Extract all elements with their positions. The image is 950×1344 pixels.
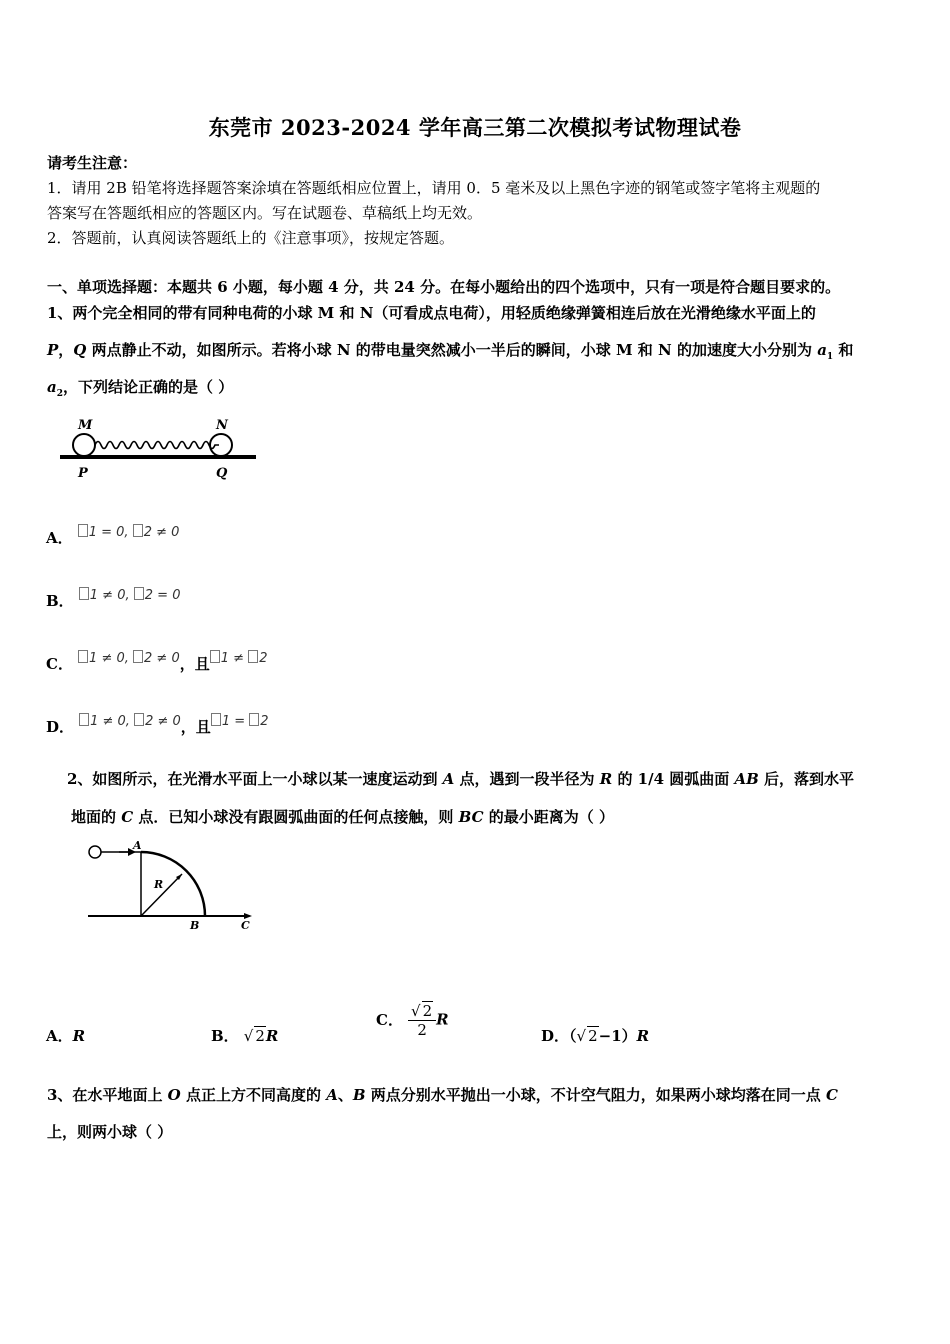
- q1-line-3-rest: ，下列结论正确的是（ ）: [63, 378, 234, 396]
- symbol-placeholder-icon: [248, 650, 258, 663]
- option-value: R: [72, 1027, 86, 1045]
- q1-q: Q: [73, 341, 87, 359]
- formula-part-2: 2 ≠ 0: [144, 651, 180, 666]
- symbol-placeholder-icon: [134, 587, 144, 600]
- symbol-placeholder-icon: [133, 650, 143, 663]
- symbol-placeholder-icon: [133, 524, 143, 537]
- q2-text: 地面的: [71, 808, 122, 826]
- option-label: D．: [541, 1027, 570, 1045]
- option-label: B．: [46, 592, 74, 610]
- option-label: B．: [211, 1027, 239, 1045]
- formula-part-1: 1 ≠ 0,: [89, 588, 130, 603]
- q3-line-1: [47, 1085, 838, 1105]
- option-formula: [78, 651, 180, 666]
- option-open-paren: （: [569, 1027, 577, 1045]
- q3-sep: 、: [337, 1086, 353, 1104]
- option-formula-extra: [211, 714, 269, 729]
- formula-part-1: 1 ≠ 0,: [90, 714, 130, 729]
- option-sqrt: 2: [255, 1027, 265, 1045]
- label-m: M: [78, 418, 93, 433]
- q1-and: 和: [833, 341, 854, 359]
- label-p: P: [78, 466, 88, 481]
- symbol-placeholder-icon: [210, 650, 220, 663]
- q2-option-d[interactable]: [541, 1025, 649, 1046]
- option-label: A．: [46, 1027, 73, 1045]
- q1-option-c[interactable]: [46, 653, 267, 674]
- q1-line-1: 1、两个完全相同的带有同种电荷的小球 M 和 N（可看成点电荷），用轻质绝缘弹簧相连后放在光滑绝缘水平面上的: [47, 304, 816, 322]
- q2-text: 的最小距离为（ ）: [483, 808, 614, 826]
- label-a: A: [133, 839, 142, 852]
- q3-var-a: A: [326, 1086, 338, 1104]
- option-formula: [79, 714, 181, 729]
- formula-part-3: 1 =: [221, 714, 246, 729]
- formula-part-2: 2 ≠ 0: [145, 714, 181, 729]
- section-heading: 一、单项选择题：本题共 6 小题，每小题 4 分，共 24 分。在每小题给出的四个选项中，只有一项是符合题目要求的。: [47, 278, 841, 296]
- symbol-placeholder-icon: [79, 587, 89, 600]
- q3-var-o: O: [167, 1086, 181, 1104]
- q3-text: 3、在水平地面上: [47, 1086, 168, 1104]
- q3-var-c: C: [826, 1086, 838, 1104]
- formula-part-3: 1 ≠: [220, 651, 245, 666]
- q2-var-ab: AB: [734, 770, 759, 788]
- option-minus: −1）: [598, 1027, 637, 1045]
- q2-var-r: R: [599, 770, 613, 788]
- q2-text: 后，落到水平: [758, 770, 855, 788]
- q2-text: 点．已知小球没有跟圆弧曲面的任何点接触，则: [133, 808, 459, 826]
- q2-arc-figure: [84, 836, 264, 936]
- spring: [95, 442, 219, 449]
- q1-line-2: [47, 340, 853, 367]
- q2-text: 2、如图所示，在光滑水平面上一小球以某一速度运动到: [67, 770, 443, 788]
- option-label: C．: [46, 655, 73, 673]
- label-q: Q: [216, 466, 228, 481]
- q3-line-2: 上，则两小球（ ）: [47, 1123, 173, 1141]
- q1-a1: a: [817, 341, 827, 359]
- label-b: B: [190, 919, 200, 932]
- q2-text: 点，遇到一段半径为: [454, 770, 600, 788]
- q3-var-b: B: [352, 1086, 366, 1104]
- sqrt-sign-icon: √: [411, 1002, 421, 1020]
- option-value: R: [265, 1027, 279, 1045]
- q1-option-b[interactable]: [46, 590, 180, 611]
- symbol-placeholder-icon: [211, 713, 221, 726]
- notice-line-2: 2．答题前，认真阅读答题纸上的《注意事项》，按规定答题。: [47, 229, 455, 247]
- q3-text: 点正上方不同高度的: [180, 1086, 327, 1104]
- q2-option-b[interactable]: [211, 1025, 278, 1046]
- q1-line-2-rest: 两点静止不动，如图所示。若将小球 N 的带电量突然减小一半后的瞬间，小球 M 和 N 的加速度大小分别为: [86, 341, 818, 359]
- q1-option-a[interactable]: [46, 527, 179, 548]
- ball: [89, 846, 101, 858]
- numerator-value: 2: [422, 1002, 433, 1020]
- option-formula-extra: [210, 651, 268, 666]
- symbol-placeholder-icon: [79, 713, 89, 726]
- option-formula: [78, 525, 180, 540]
- q2-option-c[interactable]: [376, 1001, 449, 1039]
- ball-n: [210, 434, 232, 456]
- option-extra: ，且: [179, 655, 210, 673]
- notice-heading: 请考生注意：: [47, 154, 138, 172]
- q2-var-bc: BC: [458, 808, 484, 826]
- q2-text: 的 1/4 圆弧曲面: [612, 770, 735, 788]
- option-label: C．: [376, 1010, 403, 1029]
- q1-sep: ，: [58, 341, 74, 359]
- q1-p: P: [47, 341, 59, 359]
- q2-line-2: [71, 807, 614, 827]
- formula-part-4: 2: [260, 714, 269, 729]
- notice-line-1b: 答案写在答题纸相应的答题区内。写在试题卷、草稿纸上均无效。: [47, 204, 483, 222]
- symbol-placeholder-icon: [78, 650, 88, 663]
- option-sqrt: 2: [588, 1027, 598, 1045]
- q2-var-a: A: [442, 770, 455, 788]
- q1-option-d[interactable]: [46, 716, 269, 737]
- q1-spring-figure: [56, 414, 266, 484]
- page-title: 东莞市 2023-2024 学年高三第二次模拟考试物理试卷: [208, 115, 742, 140]
- formula-part-1: 1 ≠ 0,: [89, 651, 129, 666]
- symbol-placeholder-icon: [134, 713, 144, 726]
- option-fraction: [408, 1001, 436, 1039]
- q1-a1-sub: 1: [826, 352, 834, 362]
- option-extra: ，且: [180, 718, 211, 736]
- option-formula: [79, 588, 181, 603]
- ball-m: [73, 434, 95, 456]
- label-r: R: [154, 878, 164, 891]
- option-value: R: [636, 1027, 650, 1045]
- q3-text: 两点分别水平抛出一小球，不计空气阻力，如果两小球均落在同一点: [365, 1086, 826, 1104]
- notice-line-1a: 1．请用 2B 铅笔将选择题答案涂填在答题纸相应位置上，请用 0．5 毫米及以上黑色字迹的钢笔或签字笔将主观题的: [47, 179, 821, 197]
- symbol-placeholder-icon: [78, 524, 88, 537]
- q2-var-c: C: [121, 808, 134, 826]
- fraction-denominator: 2: [417, 1021, 427, 1039]
- sqrt-sign-icon: √: [243, 1027, 254, 1045]
- formula-part-2: 2 ≠ 0: [143, 525, 180, 540]
- label-n: N: [216, 418, 228, 433]
- formula-part-4: 2: [259, 651, 268, 666]
- formula-part-1: 1 = 0,: [88, 525, 129, 540]
- fraction-numerator: [408, 1001, 436, 1021]
- option-label: D．: [46, 718, 75, 736]
- q2-option-a[interactable]: [46, 1025, 85, 1046]
- q2-line-1: [67, 769, 854, 789]
- q1-a2: a: [47, 378, 57, 396]
- formula-part-2: 2 = 0: [144, 588, 181, 603]
- sqrt-sign-icon: √: [576, 1027, 587, 1045]
- symbol-placeholder-icon: [249, 713, 259, 726]
- option-value: R: [436, 1010, 449, 1029]
- q1-a2-sub: 2: [56, 389, 63, 399]
- option-label: A．: [46, 529, 73, 547]
- q1-line-3: [47, 377, 233, 404]
- label-c: C: [241, 919, 250, 932]
